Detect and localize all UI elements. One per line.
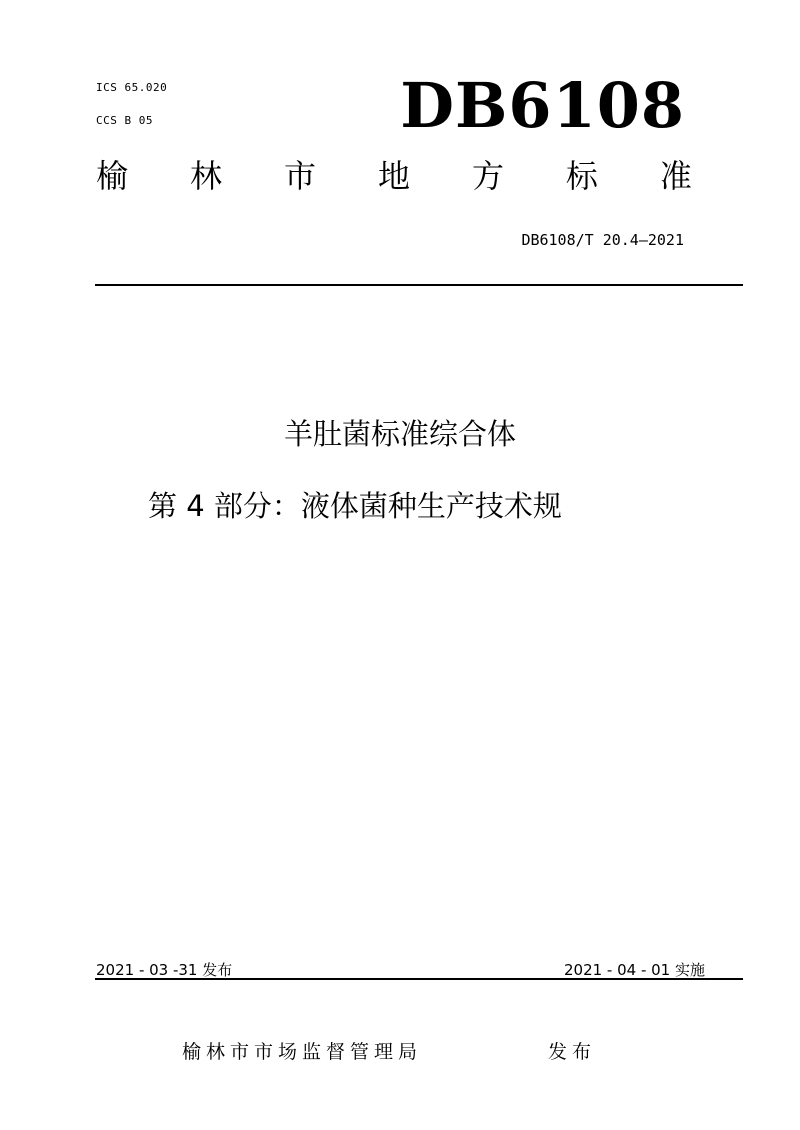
standard-number: DB6108/T 20.4—2021 xyxy=(521,231,684,249)
document-title: 羊肚菌标准综合体 xyxy=(283,417,516,451)
standard-type-char: 准 xyxy=(659,157,692,195)
header-divider xyxy=(95,284,743,286)
standard-type-char: 林 xyxy=(189,157,222,195)
standard-type-char: 标 xyxy=(565,157,598,195)
implement-date: 2021 - 04 - 01 实施 xyxy=(563,961,705,979)
standard-type-char: 榆 xyxy=(96,157,129,195)
document-subtitle: 第 4 部分：液体菌种生产技术规 xyxy=(148,489,562,523)
standard-type xyxy=(96,156,692,196)
ccs-code: CCS B 05 xyxy=(96,114,153,127)
footer-divider xyxy=(95,978,743,980)
standard-type-char: 地 xyxy=(377,157,410,195)
standard-logo: DB6108 xyxy=(400,69,685,142)
standard-type-char: 市 xyxy=(283,157,316,195)
ics-code: ICS 65.020 xyxy=(96,81,168,94)
issuing-authority: 榆林市市场监督管理局 xyxy=(182,1041,423,1063)
standard-type-char: 方 xyxy=(471,157,504,195)
publish-date: 2021 - 03 -31 发布 xyxy=(96,961,233,979)
issue-label: 发布 xyxy=(548,1041,597,1063)
